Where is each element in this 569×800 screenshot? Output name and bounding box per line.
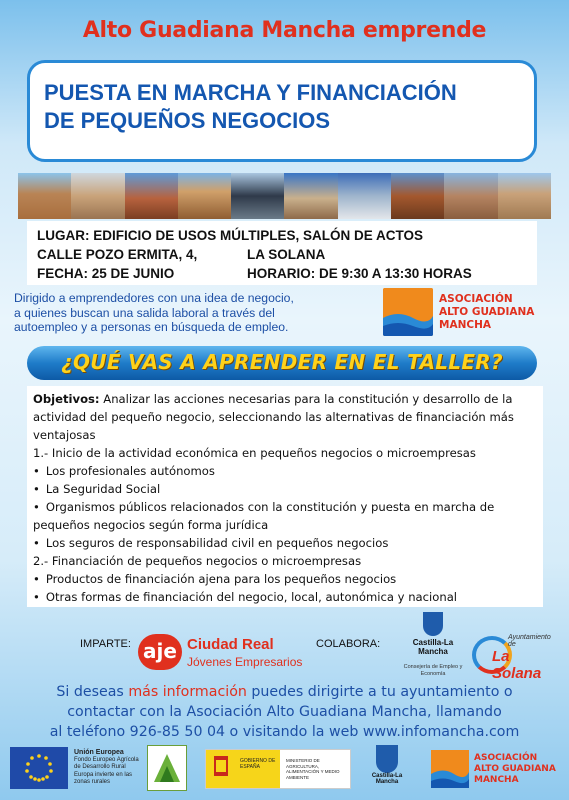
photo-roof [391, 173, 444, 219]
photo-arch [444, 173, 497, 219]
aje-subtitle: Jóvenes Empresarios [187, 655, 303, 669]
location-row [37, 226, 537, 245]
audience-line2: a quienes buscan una salida laboral a través del [14, 305, 275, 320]
more-info-line1 [0, 682, 569, 702]
asociacion-line1: ASOCIACIÓN [439, 292, 513, 305]
content-item-text: Organismos públicos relacionados con la constitución y puesta en marcha de pequeños negocios según forma jurídica [33, 500, 495, 532]
photo-fortress [498, 173, 551, 219]
eu-text [74, 749, 144, 787]
photo-clocktower [284, 173, 337, 219]
photo-castle [18, 173, 71, 219]
asociacion-footer-logo [431, 747, 561, 791]
colabora-label: COLABORA: [316, 638, 381, 650]
content-item: 2.- Financiación de pequeños negocios o microempresas [33, 554, 362, 568]
audience-text [14, 291, 374, 335]
spain-gov-text: GOBIERNO DE ESPAÑA [240, 758, 276, 770]
eu-motto: Europa invierte en las zonas rurales [74, 771, 133, 785]
city-text: LA SOLANA [247, 247, 326, 262]
photo-gate [231, 173, 284, 219]
asociacion-footer-line1: ASOCIACIÓN [474, 752, 538, 763]
objectives-text: Analizar las acciones necesarias para la constitución y desarrollo de la actividad del pequeño negocio, seleccionando las alternativas de financiación más ventajosas [33, 392, 514, 442]
content-item [33, 588, 537, 606]
solana-name: La Solana [492, 648, 542, 682]
event-details [27, 221, 537, 285]
date-row [37, 264, 537, 283]
spain-government-logo [205, 749, 351, 789]
eu-title: Unión Europea [74, 749, 124, 756]
content-item-text: Otras formas de financiación del negocio, local, autonómica y nacional [45, 590, 458, 604]
clm-footer-name: Castilla-La Mancha [371, 773, 403, 785]
workshop-banner: ¿QUÉ VAS A APRENDER EN EL TALLER? [27, 346, 537, 380]
asociacion-footer-line2: ALTO GUADIANA [474, 763, 556, 774]
solana-logo [470, 630, 554, 682]
asociacion-mark-icon [383, 288, 433, 336]
solana-top-text: Ayuntamiento de [508, 634, 551, 648]
imparte-label: IMPARTE: [80, 638, 131, 650]
location-text: LUGAR: EDIFICIO DE USOS MÚLTIPLES, SALÓN DE ACTOS [37, 228, 424, 243]
title-box [27, 60, 537, 162]
content-item-text: Los profesionales autónomos [45, 464, 215, 478]
address-row [37, 245, 537, 264]
photo-church [125, 173, 178, 219]
asociacion-footer-line3: MANCHA [474, 774, 519, 785]
asociacion-name [439, 293, 534, 332]
asociacion-footer-mark-icon [431, 750, 469, 788]
sponsors-row [0, 608, 569, 682]
clm-footer-logo [367, 743, 407, 793]
spain-ministry-text: MINISTERIO DE AGRICULTURA, ALIMENTACIÓN Y MEDIO AMBIENTE [286, 758, 340, 780]
content-item-text: Productos de financiación ajena para los pequeños negocios [45, 572, 397, 586]
photo-strip [18, 173, 551, 219]
content-item: 1.- Inicio de la actividad económica en pequeños negocios o microempresas [33, 446, 476, 460]
date-text: FECHA: 25 DE JUNIO [37, 266, 175, 281]
schedule-text: HORARIO: DE 9:30 A 13:30 HORAS [247, 266, 472, 281]
objectives-label: Objetivos: [33, 392, 100, 406]
street-text: CALLE POZO ERMITA, 4, [37, 247, 198, 262]
clm-logo [400, 612, 466, 678]
eu-fund: Fondo Europeo Agrícola de Desarrollo Rural [74, 756, 139, 770]
photo-arches [71, 173, 124, 219]
photo-tower [178, 173, 231, 219]
asociacion-line2: ALTO GUADIANA [439, 305, 535, 318]
content-item [33, 534, 537, 552]
photo-windmill [338, 173, 391, 219]
asociacion-line3: MANCHA [439, 318, 491, 331]
content-item [33, 480, 537, 498]
page-title-line2: DE PEQUEÑOS NEGOCIOS [44, 108, 331, 133]
more-info-line3: al teléfono 926-85 50 04 o visitando la web www.infomancha.com [49, 724, 520, 740]
clm-department: Consejería de Empleo y Economía [403, 664, 463, 677]
clm-name: Castilla-La Mancha [412, 638, 454, 656]
aje-logo-icon: aje [138, 634, 182, 670]
more-info-highlight: más información [128, 684, 247, 700]
clm-shield-icon [423, 612, 443, 636]
audience-line1: Dirigido a emprendedores con una idea de negocio, [14, 291, 294, 305]
workshop-content [27, 386, 543, 607]
asociacion-footer-name [474, 753, 556, 786]
content-item-text: Los seguros de responsabilidad civil en pequeños negocios [45, 536, 389, 550]
more-info-part1: Si deseas [56, 684, 129, 700]
more-info-line2: contactar con la Asociación Alto Guadiana Mancha, llamando [67, 704, 502, 720]
clm-footer-shield-icon [376, 745, 398, 773]
objectives-paragraph [33, 390, 537, 444]
brand-title: Alto Guadiana Mancha emprende [82, 18, 487, 43]
more-info-part2: puedes dirigirte a tu ayuntamiento o [246, 684, 513, 700]
asociacion-logo [383, 287, 553, 337]
aje-city: Ciudad Real [187, 636, 274, 653]
eu-flag-icon [10, 747, 68, 789]
footer-logos [0, 741, 569, 797]
leader-logo-icon [147, 745, 187, 791]
content-item-text: La Seguridad Social [45, 482, 161, 496]
page-title-line1: PUESTA EN MARCHA Y FINANCIACIÓN [44, 80, 457, 105]
content-item [33, 462, 537, 480]
content-item [33, 570, 537, 588]
content-item [33, 498, 537, 534]
audience-line3: autoempleo y a personas en búsqueda de empleo. [14, 320, 289, 334]
more-info [0, 682, 569, 742]
